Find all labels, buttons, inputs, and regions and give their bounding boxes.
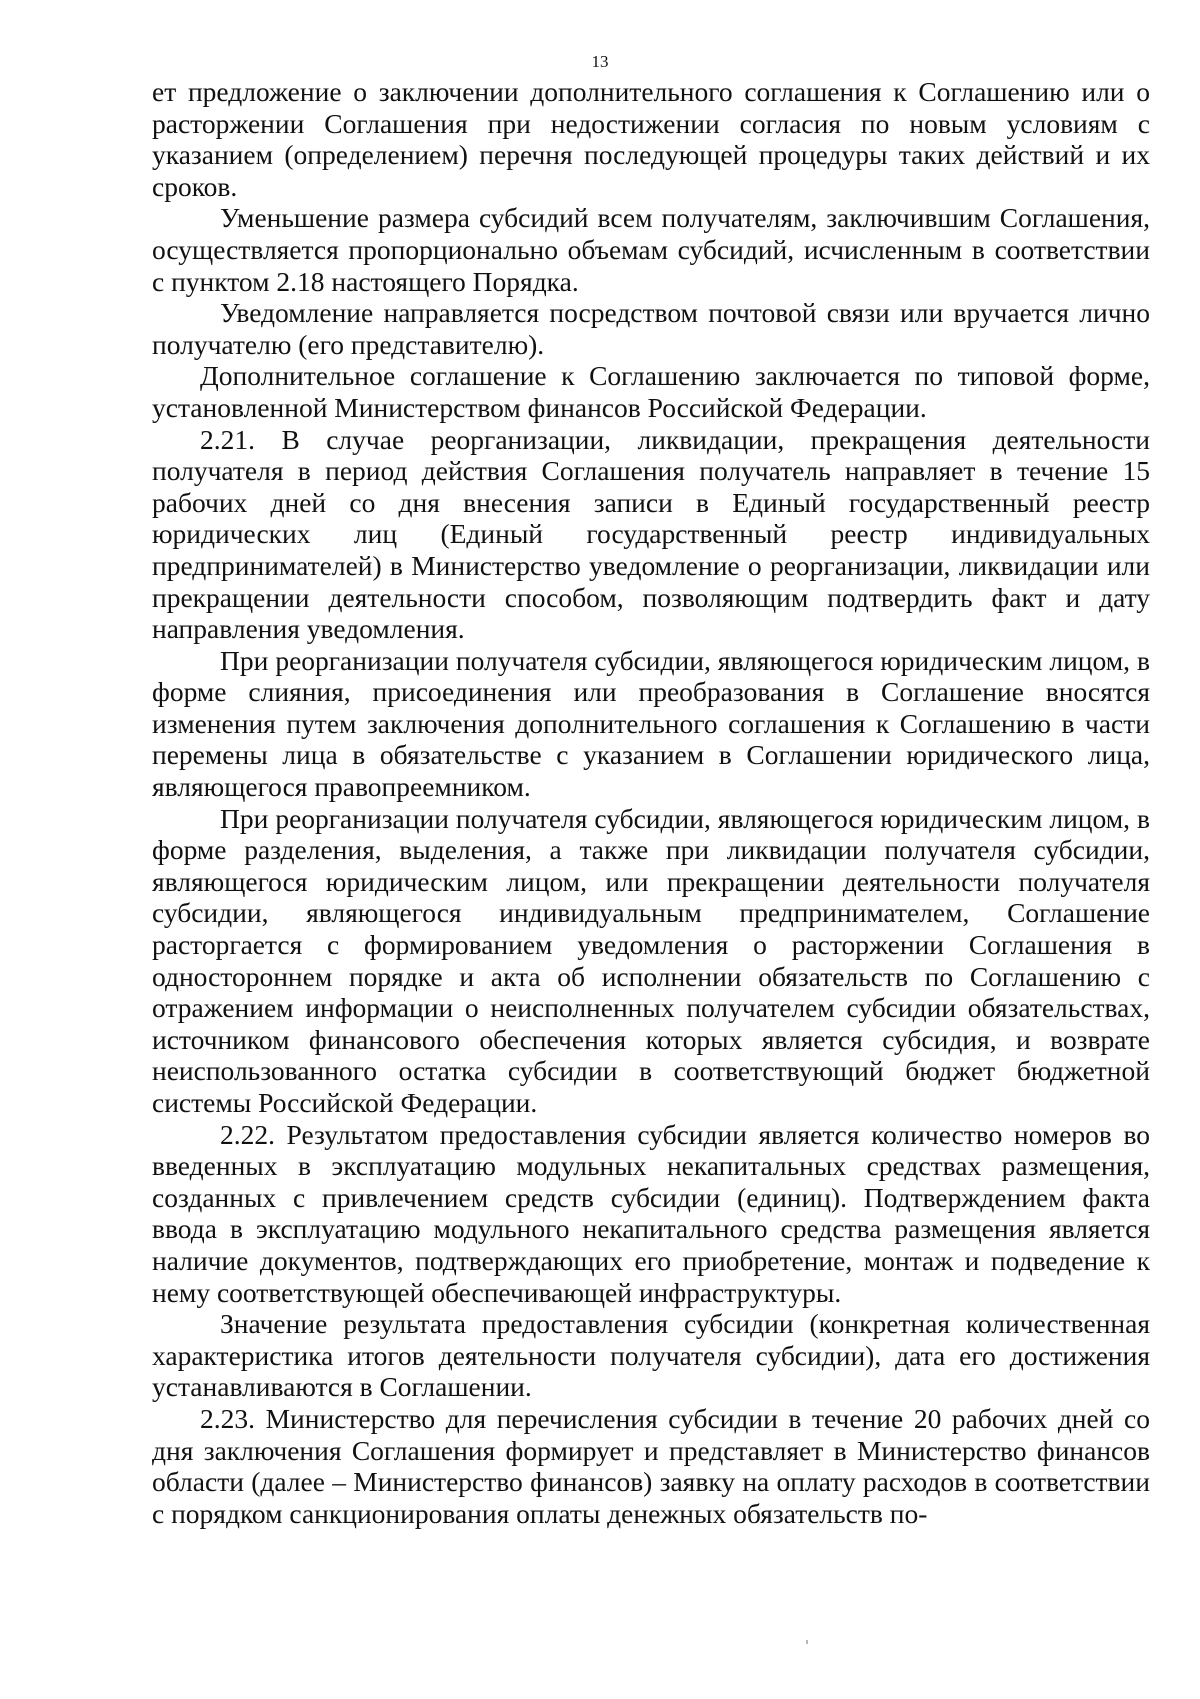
document-body (152, 76, 1150, 1529)
paragraph-notification-delivery: Уведомление направляется посредством почтовой связи или вручается лично получателю (его представителю). (152, 297, 1150, 360)
paragraph-clause-2-21: 2.21. В случае реорганизации, ликвидации, прекращения деятельности получателя в период действия Соглашения получатель направляет в течение 15 рабочих дней со дня внесения записи в Единый государственный реестр юридических лиц (Единый государственный реестр индивидуальных предпринимателей) в Министерство уведомление о реорганизации, ликвидации или прекращении деятельности способом, позволяющим подтвердить факт и дату направления уведомления. (152, 423, 1150, 645)
scan-speck (806, 1640, 808, 1644)
paragraph-subsidy-reduction: Уменьшение размера субсидий всем получателям, заключившим Соглашения, осуществляется пропорционально объемам субсидий, исчисленным в соответствии с пунктом 2.18 настоящего Порядка. (152, 202, 1150, 297)
paragraph-result-value: Значение результата предоставления субсидии (конкретная количественная характеристика итогов деятельности получателя субсидии), дата его достижения устанавливаются в Соглашении. (152, 1308, 1150, 1403)
paragraph-additional-agreement: Дополнительное соглашение к Соглашению заключается по типовой форме, установленной Министерством финансов Российской Федерации. (152, 360, 1150, 423)
paragraph-clause-2-22: 2.22. Результатом предоставления субсидии является количество номеров во введенных в эксплуатацию модульных некапитальных средствах размещения, созданных с привлечением средств субсидии (единиц). Подтверждением факта ввода в эксплуатацию модульного некапитального средства размещения является наличие документов, подтверждающих его приобретение, монтаж и подведение к нему соответствующей обеспечивающей инфраструктуры. (152, 1118, 1150, 1308)
paragraph-reorganization-merger: При реорганизации получателя субсидии, являющегося юридическим лицом, в форме слияния, присоединения или преобразования в Соглашение вносятся изменения путем заключения дополнительного соглашения к Соглашению в части перемены лица в обязательстве с указанием в Соглашении юридического лица, являющегося правопреемником. (152, 644, 1150, 803)
paragraph-clause-2-23: 2.23. Министерство для перечисления субсидии в течение 20 рабочих дней со дня заключения Соглашения формирует и представляет в Министерство финансов области (далее – Министерство финансов) заявку на оплату расходов в соответствии с порядком санкционирования оплаты денежных обязательств по- (152, 1402, 1150, 1529)
page-number: 13 (591, 52, 609, 71)
paragraph-reorganization-division: При реорганизации получателя субсидии, являющегося юридическим лицом, в форме разделения, выделения, а также при ликвидации получателя субсидии, являющегося юридическим лицом, или прекращении деятельности получателя субсидии, являющегося индивидуальным предпринимателем, Соглашение расторгается с формированием уведомления о расторжении Соглашения в одностороннем порядке и акта об исполнении обязательств по Соглашению с отражением информации о неисполненных получателем субсидии обязательствах, источником финансового обеспечения которых является субсидия, и возврате неиспользованного остатка субсидии в соответствующий бюджет бюджетной системы Российской Федерации. (152, 802, 1150, 1118)
paragraph-continuation: ет предложение о заключении дополнительного соглашения к Соглашению или о расторжении Соглашения при недостижении согласия по новым условиям с указанием (определением) перечня последующей процедуры таких действий и их сроков. (152, 76, 1150, 202)
